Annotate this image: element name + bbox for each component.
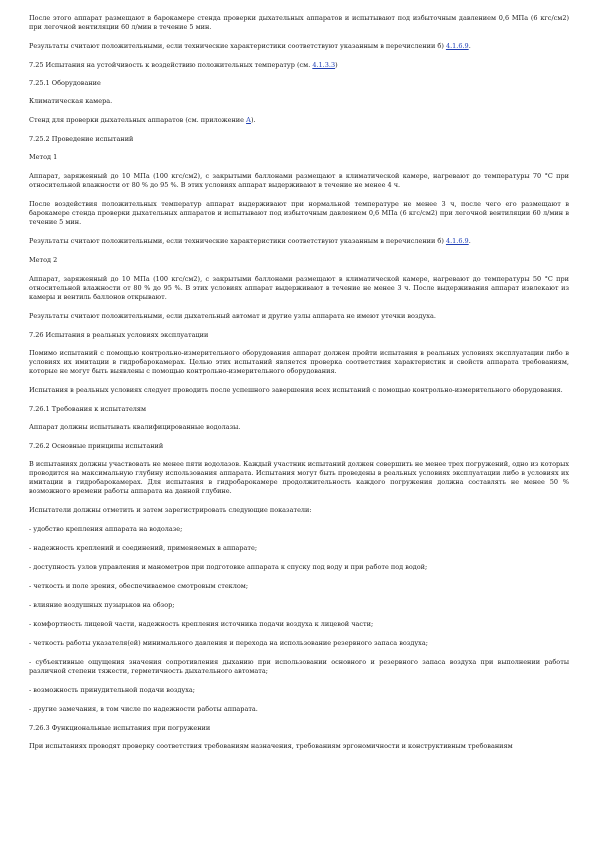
paragraph bbox=[29, 742, 569, 751]
text-run: Метод 2 bbox=[29, 256, 58, 264]
paragraph bbox=[29, 506, 569, 515]
text-run: 7.25.2 Проведение испытаний bbox=[29, 135, 134, 143]
text-run: 7.26.2 Основные принципы испытаний bbox=[29, 442, 164, 450]
section-heading bbox=[29, 442, 569, 451]
text-run: После воздействия положительных температур аппарат выдерживают при нормальной температуре не менее 3 ч, после чего его размещают в барокамере стенда проверки дыхательных аппаратов и испытывают под избыточным давлением 0,6 МПа (6 кгс/см2) при легочной вентиляции 60 л/мин в течение 5 мин. bbox=[29, 200, 569, 226]
paragraph bbox=[29, 639, 569, 648]
paragraph bbox=[29, 97, 569, 106]
paragraph bbox=[29, 601, 569, 610]
text-run: После этого аппарат размещают в барокамере стенда проверки дыхательных аппаратов и испытывают под избыточным давлением 0,6 МПа (6 кгс/см2) при легочной вентиляции 60 л/мин в течение 5 мин. bbox=[29, 14, 569, 31]
text-run: Испытатели должны отметить и затем зарегистрировать следующие показатели: bbox=[29, 506, 312, 514]
text-run: - удобство крепления аппарата на водолазе; bbox=[29, 525, 183, 533]
paragraph bbox=[29, 658, 569, 676]
text-run: Помимо испытаний с помощью контрольно-измерительного оборудования аппарат должен пройти испытания в реальных условиях эксплуатации либо в условиях их имитации в гидробарокамерах. Целью этих испытаний является проверка соответствия характеристик и свойств аппарата требованиям, которые не могут быть выявлены с помощью контрольно-измерительного оборудования. bbox=[29, 349, 569, 375]
paragraph bbox=[29, 256, 569, 265]
paragraph bbox=[29, 153, 569, 162]
paragraph bbox=[29, 563, 569, 572]
section-heading bbox=[29, 405, 569, 414]
text-run: - возможность принудительной подачи воздуха; bbox=[29, 686, 195, 694]
paragraph bbox=[29, 116, 569, 125]
paragraph bbox=[29, 544, 569, 553]
text-run: Результаты считают положительными, если дыхательный автомат и другие узлы аппарата не имеют утечки воздуха. bbox=[29, 312, 436, 320]
text-run: Метод 1 bbox=[29, 153, 58, 161]
text-run: 7.25 Испытания на устойчивость к воздействию положительных температур (см. bbox=[29, 61, 313, 69]
paragraph bbox=[29, 312, 569, 321]
text-run: . bbox=[468, 237, 471, 245]
paragraph bbox=[29, 686, 569, 695]
paragraph bbox=[29, 349, 569, 376]
section-heading bbox=[29, 61, 569, 70]
paragraph bbox=[29, 200, 569, 227]
text-run: 7.26 Испытания в реальных условиях эксплуатации bbox=[29, 331, 209, 339]
text-run: ). bbox=[250, 116, 256, 124]
text-run: Стенд для проверки дыхательных аппаратов (см. приложение bbox=[29, 116, 247, 124]
cross-reference-link[interactable]: 4.1.3.3 bbox=[312, 61, 336, 69]
cross-reference-link[interactable]: 4.1.6.9 bbox=[445, 237, 469, 245]
paragraph bbox=[29, 525, 569, 534]
cross-reference-link[interactable]: 4.1.6.9 bbox=[445, 42, 469, 50]
section-heading bbox=[29, 79, 569, 88]
paragraph bbox=[29, 172, 569, 190]
paragraph bbox=[29, 386, 569, 395]
text-run: - надежность креплений и соединений, применяемых в аппарате; bbox=[29, 544, 258, 552]
text-run: Результаты считают положительными, если технические характеристики соответствуют указанным в перечислении б) bbox=[29, 237, 446, 245]
cross-reference-link[interactable]: А bbox=[246, 116, 251, 124]
text-run: Климатическая камера. bbox=[29, 97, 113, 105]
section-heading bbox=[29, 331, 569, 340]
text-run: 7.26.1 Требования к испытателям bbox=[29, 405, 147, 413]
text-run: - субъективные ощущения значения сопротивления дыханию при использовании основного и резервного запаса воздуха при выполнении работы различной степени тяжести, герметичность дыхательного автомата; bbox=[29, 658, 569, 675]
section-heading bbox=[29, 135, 569, 144]
text-run: 7.26.3 Функциональные испытания при погружении bbox=[29, 724, 211, 732]
text-run: - четкость работы указателя(ей) минимального давления и перехода на использование резервного запаса воздуха; bbox=[29, 639, 428, 647]
text-run: - четкость и поле зрения, обеспечиваемое смотровым стеклом; bbox=[29, 582, 249, 590]
paragraph bbox=[29, 423, 569, 432]
text-run: - другие замечания, в том числе по надежности работы аппарата. bbox=[29, 705, 258, 713]
text-run: Испытания в реальных условиях следует проводить после успешного завершения всех испытаний с помощью контрольно-измерительного оборудования. bbox=[29, 386, 563, 394]
text-run: Результаты считают положительными, если технические характеристики соответствуют указанным в перечислении б) bbox=[29, 42, 446, 50]
section-heading bbox=[29, 724, 569, 733]
text-run: 7.25.1 Оборудование bbox=[29, 79, 101, 87]
text-run: Аппарат должны испытывать квалифицированные водолазы. bbox=[29, 423, 241, 431]
text-run: Аппарат, заряженный до 10 МПа (100 кгс/см2), с закрытыми баллонами размещают в климатической камере, нагревают до температуры 70 °С при относительной влажности от 80 % до 95 %. В этих условиях аппарат выдерживают в течение не менее 4 ч. bbox=[29, 172, 569, 189]
text-run: Аппарат, заряженный до 10 МПа (100 кгс/см2), с закрытыми баллонами размещают в климатической камере, нагревают до температуры 50 °С при относительной влажности от 80 % до 95 %. В этих условиях аппарат выдерживают в течение не менее 3 ч. После выдерживания аппарат извлекают из камеры и вентиль баллонов открывают. bbox=[29, 275, 569, 301]
text-run: ) bbox=[335, 61, 338, 69]
text-run: - доступность узлов управления и манометров при подготовке аппарата к спуску под воду и при работе под водой; bbox=[29, 563, 428, 571]
paragraph bbox=[29, 275, 569, 302]
text-run: - влияние воздушных пузырьков на обзор; bbox=[29, 601, 175, 609]
paragraph bbox=[29, 14, 569, 32]
text-run: - комфортность лицевой части, надежность крепления источника подачи воздуха к лицевой части; bbox=[29, 620, 374, 628]
text-run: При испытаниях проводят проверку соответствия требованиям назначения, требованиям эргономичности и конструктивным требованиям bbox=[29, 742, 513, 750]
paragraph bbox=[29, 705, 569, 714]
document-page bbox=[29, 14, 569, 761]
paragraph bbox=[29, 460, 569, 496]
text-run: В испытаниях должны участвовать не менее пяти водолазов. Каждый участник испытаний должен совершить не менее трех погружений, одно из которых проводится на максимальную глубину использования аппарата. Испытания могут быть проведены в реальных условиях эксплуатации либо в условиях их имитации в гидробарокамерах. Для испытания в гидробарокамере продолжительность каждого погружения должна составлять не менее 50 % возможного времени работы аппарата на данной глубине. bbox=[29, 460, 569, 495]
text-run: . bbox=[468, 42, 471, 50]
paragraph bbox=[29, 42, 569, 51]
paragraph bbox=[29, 620, 569, 629]
paragraph bbox=[29, 237, 569, 246]
paragraph bbox=[29, 582, 569, 591]
